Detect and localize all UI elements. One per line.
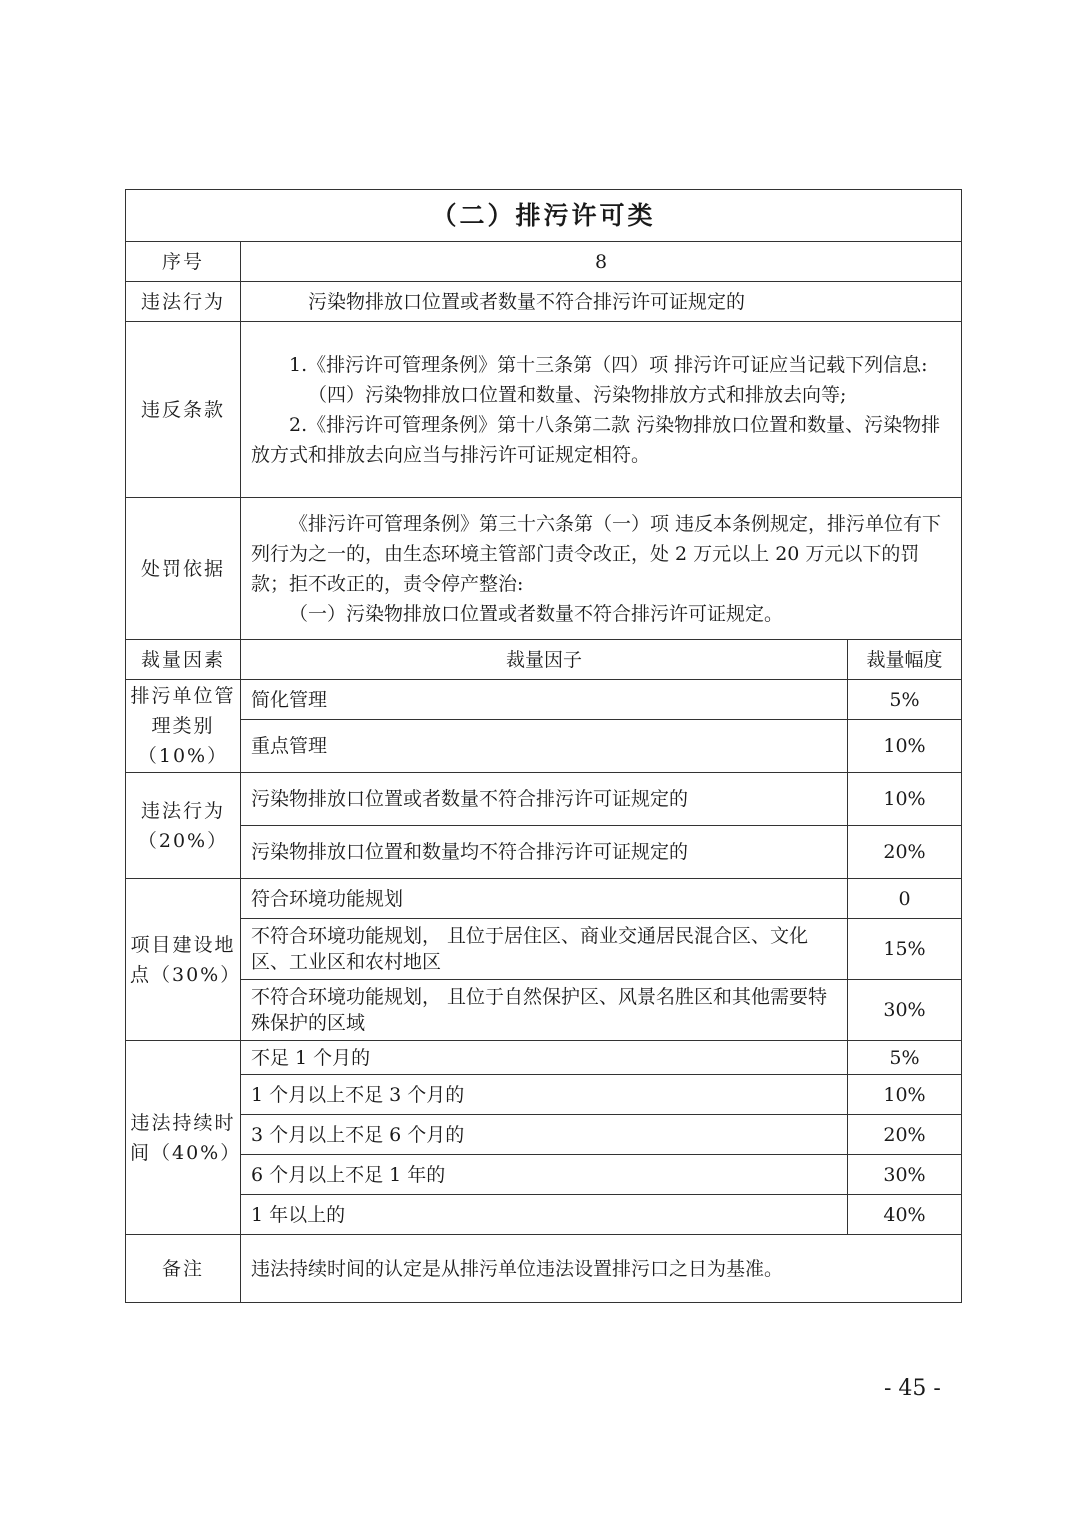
- factor-pct: 30%: [848, 980, 962, 1041]
- factor-text: 重点管理: [241, 720, 848, 773]
- factor-text: 6 个月以上不足 1 年的: [241, 1155, 848, 1195]
- factor-pct: 30%: [848, 1155, 962, 1195]
- penalty-basis-row: [126, 498, 962, 640]
- factor-pct: 10%: [848, 720, 962, 773]
- table-row: [126, 1115, 962, 1155]
- factor-text: 1 年以上的: [241, 1195, 848, 1235]
- serial-value: 8: [241, 242, 962, 282]
- factor-pct: 5%: [848, 680, 962, 720]
- range-header: 裁量幅度: [848, 640, 962, 680]
- table-row: [126, 879, 962, 919]
- factor-pct: 40%: [848, 1195, 962, 1235]
- basis-paragraph-1: 《排污许可管理条例》第三十六条第（一）项 违反本条例规定，排污单位有下列行为之一的，由生态环境主管部门责令改正，处 2 万元以上 20 万元以下的罚款；拒不改正的，责令停产整治:: [251, 512, 942, 595]
- group4-label: 违法持续时间（40%）: [126, 1041, 241, 1235]
- factor-pct: 10%: [848, 1075, 962, 1115]
- factor-pct: 20%: [848, 826, 962, 879]
- title-row: [126, 190, 962, 242]
- factor-text: 1 个月以上不足 3 个月的: [241, 1075, 848, 1115]
- factor-pct: 5%: [848, 1041, 962, 1075]
- factor-pct: 20%: [848, 1115, 962, 1155]
- clause-paragraph-1: 1.《排污许可管理条例》第十三条第（四）项 排污许可证应当记载下列信息:: [289, 353, 928, 376]
- factor-text: 不足 1 个月的: [241, 1041, 848, 1075]
- violation-label: 违法行为: [126, 282, 241, 322]
- factor-text: 简化管理: [241, 680, 848, 720]
- remark-row: [126, 1235, 962, 1303]
- factor-pct: 10%: [848, 773, 962, 826]
- page-number: - 45 -: [884, 1376, 941, 1401]
- clause-paragraph-2: （四）污染物排放口位置和数量、污染物排放方式和排放去向等;: [308, 383, 847, 406]
- factor-text: 不符合环境功能规划， 且位于居住区、商业交通居民混合区、文化区、工业区和农村地区: [241, 919, 848, 980]
- group3-label: 项目建设地点（30%）: [126, 879, 241, 1041]
- table-row: [126, 680, 962, 720]
- table-row: [126, 1075, 962, 1115]
- factor-pct: 15%: [848, 919, 962, 980]
- factor-pct: 0: [848, 879, 962, 919]
- penalty-basis-label: 处罚依据: [126, 498, 241, 640]
- remark-label: 备注: [126, 1235, 241, 1303]
- factor-header: 裁量因素: [126, 640, 241, 680]
- table-row: [126, 720, 962, 773]
- factor-text: 污染物排放口位置和数量均不符合排污许可证规定的: [241, 826, 848, 879]
- factor-header-row: [126, 640, 962, 680]
- table-row: [126, 919, 962, 980]
- factor-text: 3 个月以上不足 6 个月的: [241, 1115, 848, 1155]
- table-row: [126, 773, 962, 826]
- table-row: [126, 1041, 962, 1075]
- penalty-table: [125, 189, 962, 1303]
- table-row: [126, 826, 962, 879]
- clauses-content: [241, 322, 962, 498]
- group1-label: 排污单位管理类别（10%）: [126, 680, 241, 773]
- group2-label: 违法行为（20%）: [126, 773, 241, 879]
- clause-paragraph-3: 2.《排污许可管理条例》第十八条第二款 污染物排放口位置和数量、污染物排放方式和排放去向应当与排污许可证规定相符。: [251, 413, 941, 466]
- serial-label: 序号: [126, 242, 241, 282]
- factor-text: 符合环境功能规划: [241, 879, 848, 919]
- penalty-basis-content: [241, 498, 962, 640]
- table-row: [126, 1155, 962, 1195]
- table-row: [126, 980, 962, 1041]
- factor-text: 污染物排放口位置或者数量不符合排污许可证规定的: [241, 773, 848, 826]
- serial-row: [126, 242, 962, 282]
- clauses-label: 违反条款: [126, 322, 241, 498]
- basis-paragraph-2: （一）污染物排放口位置或者数量不符合排污许可证规定。: [289, 602, 784, 625]
- clauses-row: [126, 322, 962, 498]
- violation-value: 污染物排放口位置或者数量不符合排污许可证规定的: [241, 282, 962, 322]
- violation-row: [126, 282, 962, 322]
- detail-header: 裁量因子: [241, 640, 848, 680]
- section-title: （二）排污许可类: [126, 190, 962, 242]
- factor-text: 不符合环境功能规划， 且位于自然保护区、风景名胜区和其他需要特殊保护的区域: [241, 980, 848, 1041]
- table-row: [126, 1195, 962, 1235]
- remark-value: 违法持续时间的认定是从排污单位违法设置排污口之日为基准。: [241, 1235, 962, 1303]
